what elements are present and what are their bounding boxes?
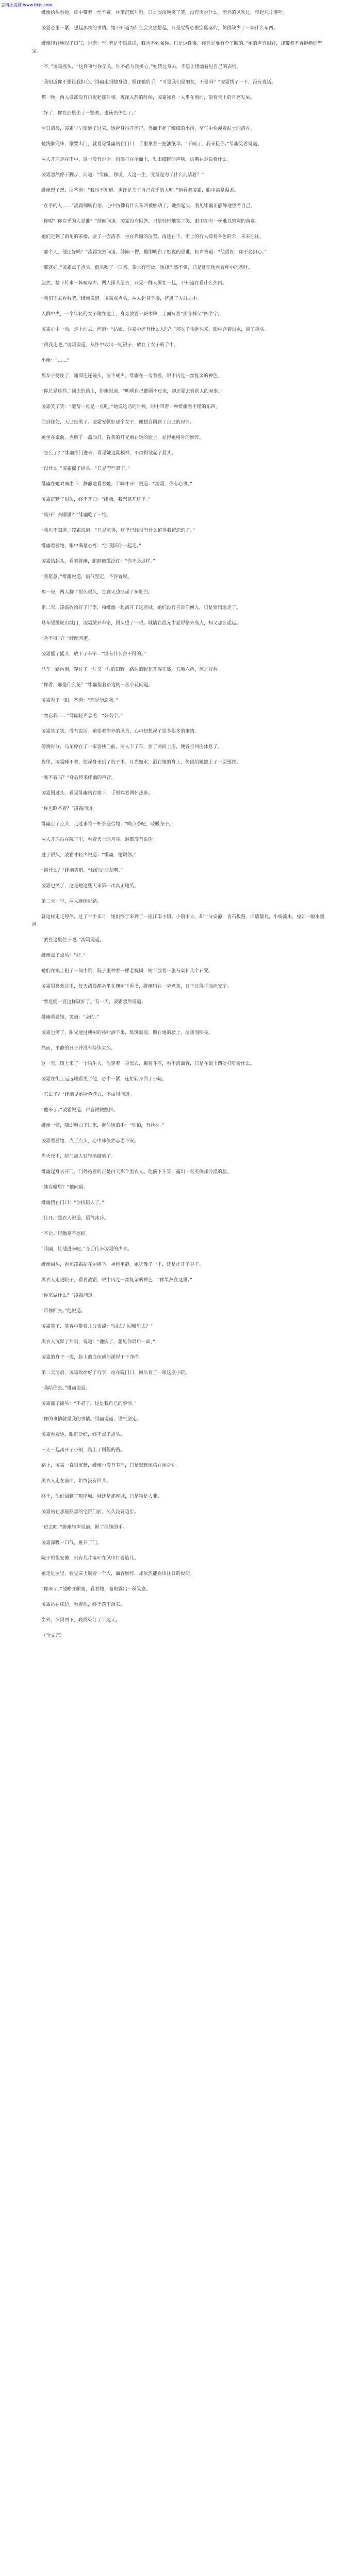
story-paragraph: 人群中央，一个年轻的女子跪在地上，身旁放着一块木牌，上面写着“卖身葬父”四个字。 [41,312,223,317]
story-paragraph: 凌霜很喜欢这里，每天清晨都会坐在槐树下看书，绯幽则在一旁煮茶，日子过得平淡而安宁。 [41,984,232,989]
story-paragraph: 绯幽轻轻地叹了口气，说道：“你若是不愿意说，我也不勉强你。只是这件事，终究是要有个了断的。”她的声音很轻，却带着不容拒绝的坚定。 [32,41,322,54]
story-paragraph: 绯幽看着她，眼中满是心疼：“那我陪你一起走。” [41,544,141,549]
story-paragraph: “你呢？你在乎的人是谁？”绯幽问道。凌霜没有回答，只是轻轻地笑了笑，眼中却有一丝难以察觉的落寞。 [41,219,260,224]
story-paragraph: “我愿意。”绯幽说道，语气坚定，不容置疑。 [41,574,132,580]
story-paragraph: “我陪你去。”绯幽说道。 [41,1386,90,1391]
story-paragraph: “怎么了？”绯幽见她脸色苍白，不由得问道。 [41,1092,135,1097]
story-paragraph: 马车一路向南，穿过了一片又一片的田野。路边的野花开得正盛，五颜六色，煞是好看。 [41,667,223,672]
story-paragraph: 凌霜忽然停下脚步，问道：“绯幽，你说，人这一生，究竟是为了什么而活着？” [41,173,204,178]
story-paragraph: 凌霜也笑了，这是她这些天来第一次真正地笑。 [41,884,139,889]
story-paragraph: “你也睡不着？”凌霜问道。 [41,806,97,811]
story-body [32,9,329,1648]
story-paragraph: “那个人，他还好吗？”凌霜突然问道。绯幽一愣，随即明白了她说的是谁，轻声答道：“他很好，你不必担心。” [41,250,267,255]
story-paragraph: “离开？去哪里？”绯幽吃了一惊。 [41,513,111,518]
story-paragraph: “你总是这样。”回去的路上，绯幽说道，“明明自己都顾不过来，却还要去管别人的闲事。” [41,389,223,394]
story-paragraph: “你看，那是什么花？”绯幽指着路边的一丛小花问道。 [41,683,153,688]
story-paragraph: 这一天，镇上来了一个陌生人。他穿着一身黑衣，戴着斗笠，看不清面容，只是在镇上四处打听着什么。 [41,1061,255,1066]
story-paragraph: 凌霜看了一眼，答道：“那是勿忘我。” [41,698,118,703]
story-paragraph: 黑衣人沉默了片刻，说道：“他病了，想见你最后一面。” [41,1340,155,1345]
story-paragraph: 凌霜笑了笑：“能帮一点是一点吧。”她说这话的时候，眼中带着一种绯幽看不懂的东西。 [41,404,220,410]
story-paragraph: “你来做什么？”凌霜问道。 [41,1293,97,1298]
story-paragraph: 凌霜沉默了很久，终于开口：“绯幽，我想离开这里。” [41,497,151,502]
story-paragraph: 她走进屋里，看见床上躺着一个人，面容憔悴，却依然能看出往日的俊朗。 [41,1571,195,1577]
site-header-link[interactable]: 言情小说网 www.bkjs.com [1,3,53,7]
story-paragraph: “我们下去看看吧。”绯幽说道。凌霜点点头，两人起身下楼，挤进了人群之中。 [41,296,202,301]
story-paragraph: 那一夜，两人聊了很久很久，直到天边泛起了鱼肚白。 [41,590,153,595]
story-paragraph: “谢什么？”绯幽笑道，“我们是朋友啊。” [41,868,123,873]
story-paragraph: “你来了。”他睁开眼睛，看着她，嘴角露出一丝笑意。 [41,1587,151,1592]
story-paragraph: 当天夜里，院门被人轻轻地敲响了。 [41,1154,116,1159]
story-paragraph: 绯幽想了想，回答道：“我也不知道。也许是为了自己在乎的人吧。”她看着凌霜，眼中满是温柔。 [41,188,239,193]
story-paragraph: 就这样走走停停，过了半个多月，她们终于来到了一座江南小镇。小镇不大，却十分安静，青石板路，白墙黛瓦，小桥流水，宛如一幅水墨画。 [32,914,325,927]
story-paragraph: 凌霜看着她，眼眶泛红，终于点了点头。 [41,1432,125,1437]
story-paragraph: 她们走到了街角的茶楼，要了一壶清茶，坐在靠窗的位置。雨还在下，街上的行人撑着各色的伞，来来往往。 [41,234,265,240]
story-paragraph: “怎么了？”绯幽推门进来，看见她这副模样，不由得皱起了眉头。 [41,451,176,456]
story-paragraph: 凌霜在街上远远地看见了他，心中一紧，连忙转身回了小院。 [41,1077,167,1082]
story-paragraph: 绯幽点了点头，走过来将一杯茶递给她：“喝点茶吧，暖暖身子。” [41,822,174,827]
story-paragraph: 她洗漱完毕，刚要出门，就看见绯幽站在门口，手里拿着一把油纸伞。“下雨了，我来接你。”绯幽笑着说道。 [41,142,262,147]
story-paragraph: 凌霜回过头，看见绯幽站在廊下，手里端着两杯热茶。 [41,791,153,796]
story-paragraph: 凌霜站在那座熟悉的宅院门前，久久没有迈步。 [41,1510,139,1515]
story-paragraph: （全文完） [41,1633,65,1638]
story-paragraph: 绯幽在她对面坐下，静静地看着她，半晌才开口说道：“凌霜，你有心事。” [41,482,192,487]
story-paragraph: 凌霜摇了摇头，放下了车帘：“没有什么舍不得的。” [41,652,146,657]
story-paragraph: 凌霜也笑了，阳光透过槐树的枝叶洒下来，斑斑驳驳，照在她的脸上，温暖而明亮。 [41,1030,214,1036]
story-paragraph: 绯幽一愣，随即明白了过来，握住她的手：“别怕，有我在。” [41,1123,165,1128]
story-paragraph: 凌霜的身子一震，脸上的血色瞬间褪得干干净净。 [41,1355,144,1360]
story-paragraph: 过了很久，凌霜才轻声说道：“绯幽，谢谢你。” [41,853,137,858]
story-paragraph: 马车缓缓驶出城门，凌霜掀开车帘，回头望了一眼。城墙在晨光中显得格外高大，却又那么遥远。 [41,621,241,626]
story-paragraph: 绯幽点了点头：“好。” [41,953,86,958]
story-paragraph: “在乎的人……”凌霜喃喃自语，心中仿佛有什么东西被触动了。她抬起头，看见绯幽正静静地望着自己。 [41,204,255,209]
story-paragraph: 她坐在桌前，点燃了一盏油灯。昏黄的灯光照在她的脸上，显得她格外的憔悴。 [41,435,204,440]
story-paragraph: “你的事情就是我的事情。”绯幽说道，语气坚定。 [41,1417,141,1422]
story-paragraph: 凌霜抬起头，看着绯幽，眼眶微微泛红：“你不必这样。” [41,559,155,564]
story-paragraph: 黑衣人走在前面，始终没有回头。 [41,1479,111,1484]
story-paragraph: 小幽：“……” [41,358,70,363]
story-paragraph: 绯幽回头，看见凌霜站在屋檐下，神色平静。她犹豫了一下，还是让开了身子。 [41,1262,204,1267]
story-paragraph: 翌日清晨，凌霜早早便醒了过来。她起身推开窗户，外面下起了细细的小雨，空气中弥漫着泥土的清香。 [41,126,255,131]
story-paragraph: “我也不知道。”凌霜说道，“只是觉得，这里已经没有什么值得我留恋的了。” [41,528,195,533]
story-paragraph: 凌霜心里一紧，想起那晚的事情。她不知道为什么会突然想起，只是觉得心里空落落的，仿佛缺少了一块什么东西。 [41,26,278,31]
story-paragraph: 两人并肩站在院子里，看着天上的月亮，谁都没有说话。 [41,837,158,842]
story-paragraph: 路上，凌霜一直很沉默，绯幽也没有多问，只是默默地陪在她身边。 [41,1463,181,1468]
story-paragraph: “好了，你在那里坐了一整晚，也该去休息了。” [41,111,137,116]
story-paragraph: 回到住处，天已经黑了。凌霜安顿好那个女子，便独自回到了自己的房间。 [41,420,195,425]
story-paragraph: “跟我走吧。”凌霜说道，从怀中取出一锭银子，放在了女子的手中。 [41,343,178,348]
story-paragraph: 绯幽起身去开门，门外站着的正是白天那个黑衣人。他摘下斗笠，露出一张英俊却冷漠的脸。 [41,1170,232,1175]
story-paragraph: “他来了。”凌霜说道，声音微微颤抖。 [41,1108,118,1113]
story-paragraph: “勿忘我……”绯幽轻声念着，“好名字。” [41,714,123,719]
story-paragraph: “进去吧。”绯幽轻声说道，握了握她的手。 [41,1525,127,1530]
story-paragraph: “舍不得吗？”绯幽问道。 [41,636,93,641]
story-paragraph: 绯幽看着她，笑道：“会的。” [41,1015,100,1020]
story-paragraph: 院子里很安静，只有几片落叶在风中打着旋儿。 [41,1556,139,1561]
story-paragraph: 凌霜站在床边，看着他，终于落下泪来。 [41,1602,125,1607]
story-paragraph: 三人一起离开了小镇，踏上了回程的路。 [41,1448,125,1453]
story-paragraph: 绯幽抬头看她，眸中带着一丝不解。林萧沉默片刻，只是淡淡地笑了笑，没有再说什么。窗外的风吹过，带起几片落叶。 [41,10,288,15]
story-paragraph: 然而，平静的日子并没有持续太久。 [41,1046,116,1051]
story-paragraph: 那女子愣住了，随即连连磕头，泣不成声。绯幽在一旁看着，眼中闪过一丝复杂的神色。 [41,374,223,379]
story-paragraph: 第二天一早，两人继续赶路。 [41,899,102,904]
story-paragraph: 终于，他们回到了那座城。城还是那座城，只是物是人非。 [41,1494,162,1499]
story-paragraph: 傍晚时分，马车停在了一家客栈门前。两人下了车，要了两间上房，便各自回房休息了。 [41,744,223,750]
story-paragraph: “带你回去。”他说道。 [41,1309,86,1314]
story-paragraph: 绯幽挡在门口：“你找错人了。” [41,1200,104,1206]
story-paragraph: “睡不着吗？”身后传来绯幽的声音。 [41,775,116,781]
story-paragraph: 黑衣人走进院子，看着凌霜，眼中闪过一丝复杂的神色：“你果然在这里。” [41,1278,192,1283]
story-paragraph: 凌霜笑了笑，没有说话。她望着窗外的风景，心中却想起了很多很多的事情。 [41,729,200,734]
story-paragraph: “那就好。”凌霜点了点头，低头喝了一口茶。茶水有些烫，她却浑然不觉，只是怔怔地看着杯中的茶叶。 [41,265,253,270]
story-paragraph: 凌霜看着她，点了点头，心中却依然忐忑不安。 [41,1139,139,1144]
story-paragraph: “要是能一直这样就好了。”有一天，凌霜忽然说道。 [41,999,146,1005]
story-paragraph: “没什么。”凌霜摇了摇头，“只是有些累了。” [41,466,130,471]
story-paragraph: 忽然，楼下传来一阵喧哗声。两人探头望去，只见一群人围在一起，不知道在看什么热闹。 [41,281,227,286]
story-paragraph: “就在这里住下吧。”凌霜说道。 [41,938,104,943]
story-paragraph: 夜里，凌霜睡不着，便起身来到了院子里。月光如水，洒在她的身上，仿佛给她披上了一层银纱。 [41,760,241,765]
story-paragraph: “不。”凌霜摇头，“这件事与你无关，你不必为我操心。”她转过身去，不愿让绯幽看见自己的表情。 [41,64,241,70]
story-paragraph: 她们在镇上租了一间小院，院子里种着一棵老槐树，树下放着一张石桌和几个石凳。 [41,969,214,974]
story-paragraph: 第二天清晨，凌霜收拾好了行李，站在院门口，回头看了一眼这座小院。 [41,1370,190,1376]
story-paragraph: 凌霜笑了，笑容中带着几分苦涩：“回去？回哪里去？” [41,1324,153,1329]
story-paragraph: 凌霜摇了摇头：“不必了，这是我自己的事情。” [41,1401,137,1406]
story-paragraph: “让开。”黑衣人说道，语气冰冷。 [41,1216,109,1221]
story-paragraph: “绯幽，让他进来吧。”身后传来凌霜的声音。 [41,1247,132,1252]
story-paragraph: 窗外，夕阳西下，晚霞染红了半边天。 [41,1618,121,1623]
story-paragraph: 凌霜心中一动，走上前去，问道：“姑娘，你家中还有什么人吗？”那女子抬起头来，眼中含着泪水，摇了摇头。 [41,327,269,332]
story-paragraph: “我知道你不想让我担心。”绯幽走到她身边，握住她的手，“可是我们是朋友，不是吗？”凌霜愣了一下，没有说话。 [41,80,276,85]
story-paragraph: 两人并肩走在雨中，谁也没有说话。雨滴打在伞面上，发出细碎的声响，仿佛在诉说着什么。 [41,157,232,162]
story-paragraph: 第二天，凌霜收拾好了行李，和绯幽一起离开了这座城。她们没有告诉任何人，只是悄悄地走了。 [41,605,241,611]
story-paragraph: “不让。”绯幽毫不退缩。 [41,1231,90,1236]
story-paragraph: 那一晚，两人谁都没有再提起那件事。夜深人静的时候，凌霜独自一人坐在窗前，望着天上的月亮发呆。 [41,95,255,100]
story-paragraph: “她在哪里？”他问道。 [41,1185,88,1190]
story-paragraph: 凌霜深吸一口气，推开了门。 [41,1540,102,1546]
